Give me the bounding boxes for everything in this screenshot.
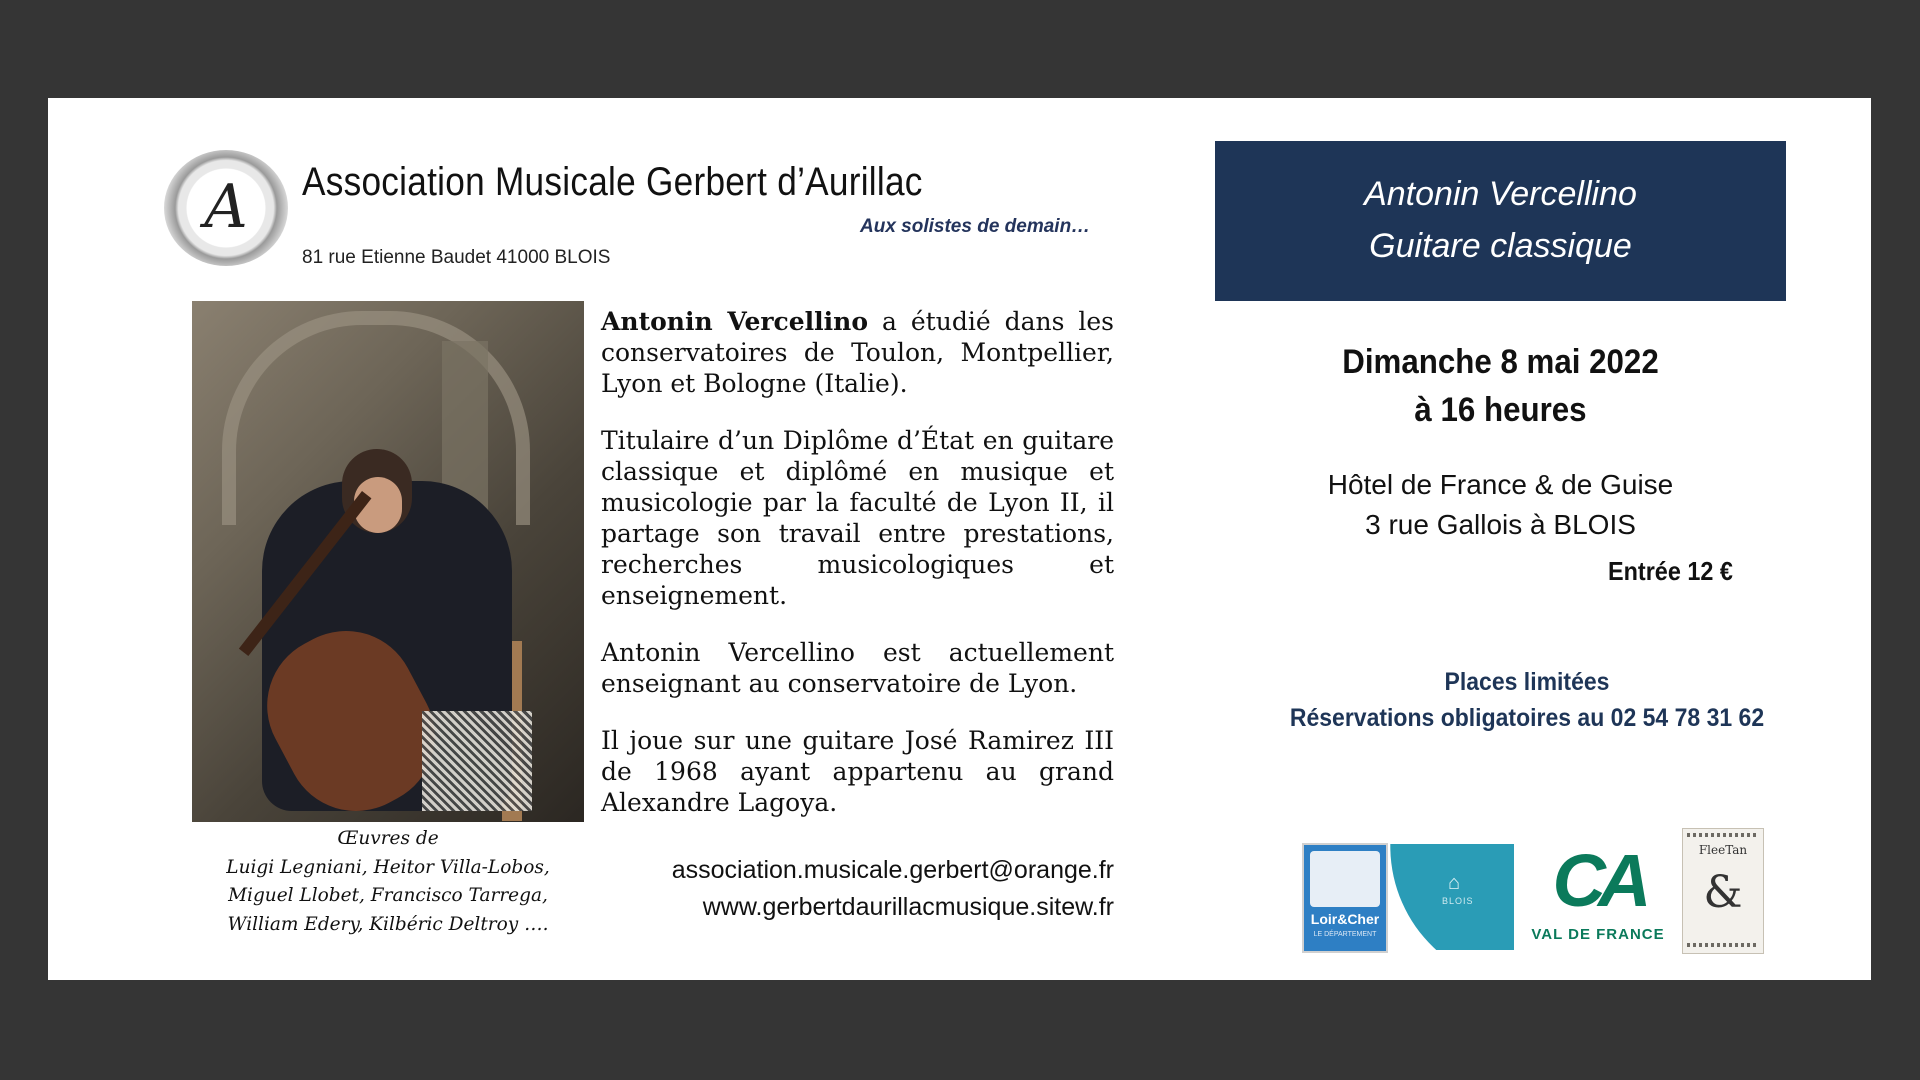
venue-name: Hôtel de France & de Guise xyxy=(1327,469,1674,500)
reservation-phone: Réservations obligatoires au 02 54 78 31 62 xyxy=(1289,704,1765,732)
caption-line: Œuvres de xyxy=(337,828,439,849)
caption-line: Luigi Legniani, Heitor Villa-Lobos, xyxy=(226,856,550,878)
event-venue xyxy=(1215,465,1786,545)
bio-paragraph-1-text: a étudié dans les conservatoires de Toulon, Montpellier, Lyon et Bologne (Italie). xyxy=(601,307,1115,398)
bio-paragraph-4: Il joue sur une guitare José Ramirez III de 1968 ayant appartenu au grand Alexandre Lagoya. xyxy=(601,726,1114,817)
sponsor-fleetan-logo xyxy=(1682,828,1764,954)
bio-paragraph-1 xyxy=(601,306,1114,399)
caption-line: William Edery, Kilbéric Deltroy …. xyxy=(227,913,549,935)
musician-photo xyxy=(192,301,584,822)
venue-address: 3 rue Gallois à BLOIS xyxy=(1365,509,1636,540)
event-performer: Antonin Vercellino xyxy=(1364,175,1637,213)
photo-lace-cloth xyxy=(422,711,532,811)
tagline: Aux solistes de demain… xyxy=(860,216,1091,237)
loir-et-cher-sublabel: LE DÉPARTEMENT xyxy=(1313,931,1377,938)
house-icon: ⌂ xyxy=(1448,872,1461,894)
credit-agricole-label: VAL DE FRANCE xyxy=(1531,926,1665,943)
decorative-bar xyxy=(1687,833,1759,837)
decorative-bar xyxy=(1687,943,1759,947)
loir-et-cher-logo xyxy=(1302,843,1388,953)
credit-agricole-logo xyxy=(1523,839,1673,950)
biography xyxy=(601,306,1114,818)
logo-letter: A xyxy=(204,172,248,242)
sponsor-fleetan-label: FleeTan xyxy=(1698,843,1748,857)
organization-address: 81 rue Etienne Baudet 41000 BLOIS xyxy=(302,247,611,268)
reservation-info xyxy=(1240,664,1814,736)
event-instrument: Guitare classique xyxy=(1369,227,1632,265)
blois-label: BLOIS xyxy=(1442,896,1474,906)
contact-info xyxy=(608,852,1114,926)
association-logo xyxy=(164,150,288,266)
musician-name: Antonin Vercellino xyxy=(601,307,869,336)
organization-name: Association Musicale Gerbert d’Aurillac xyxy=(302,160,923,204)
entry-price: Entrée 12 € xyxy=(1608,556,1733,586)
credit-agricole-icon: CA xyxy=(1552,839,1644,922)
bio-paragraph-3: Antonin Vercellino est actuellement enseignant au conservatoire de Lyon. xyxy=(601,638,1114,698)
bio-paragraph-2: Titulaire d’un Diplôme d’État en guitare classique et diplômé en musique et musicologie par la faculté de Lyon II, il partage son travail entre prestations, recherches musicologiques et enseignement. xyxy=(601,426,1114,610)
concert-flyer xyxy=(48,98,1871,980)
event-datetime xyxy=(1238,338,1763,434)
caption-line: Miguel Llobet, Francisco Tarrega, xyxy=(228,885,548,906)
website-link[interactable]: www.gerbertdaurillacmusique.sitew.fr xyxy=(702,893,1114,921)
event-time: à 16 heures xyxy=(1414,391,1587,429)
limited-places: Places limitées xyxy=(1444,668,1610,696)
blois-city-logo xyxy=(1390,844,1514,950)
event-date: Dimanche 8 mai 2022 xyxy=(1342,343,1659,381)
email-link[interactable]: association.musicale.gerbert@orange.fr xyxy=(671,856,1114,884)
loir-et-cher-label: Loir&Cher xyxy=(1310,911,1380,927)
works-caption xyxy=(192,825,584,939)
loir-et-cher-emblem-icon xyxy=(1310,851,1380,907)
ampersand-icon: & xyxy=(1703,867,1743,918)
event-title-banner xyxy=(1215,141,1786,301)
